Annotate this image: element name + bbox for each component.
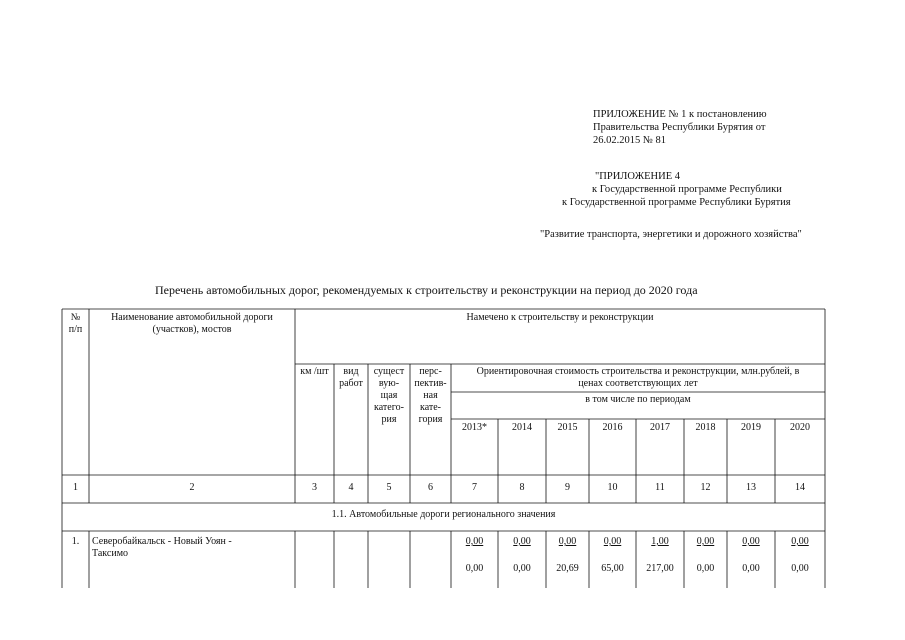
value-cell: 0,00 xyxy=(603,536,622,547)
column-number: 10 xyxy=(607,482,618,493)
header-existing-category: сущест вую- щая катего- рия xyxy=(373,366,405,425)
year-header: 2019 xyxy=(741,422,761,433)
year-header: 2018 xyxy=(695,422,716,433)
column-number: 7 xyxy=(472,482,477,493)
header-num: № п/п xyxy=(68,312,83,335)
value-cell: 0,00 xyxy=(513,536,531,547)
program-name: "Развитие транспорта, энергетики и дорожного хозяйства" xyxy=(540,229,802,240)
appendix1-line: 26.02.2015 № 81 xyxy=(593,135,667,146)
column-number: 11 xyxy=(655,482,665,493)
header-periods: в том числе по периодам xyxy=(585,394,691,405)
appendix4-line: к Государственной программе Республики xyxy=(592,184,782,195)
section-title: 1.1. Автомобильные дороги регионального значения xyxy=(331,509,556,520)
column-number: 1 xyxy=(73,482,78,493)
header-work-type: вид работ xyxy=(339,366,363,389)
column-number: 2 xyxy=(189,482,195,493)
appendix4-line: "ПРИЛОЖЕНИЕ 4 xyxy=(595,171,681,182)
row-number: 1. xyxy=(71,536,80,547)
column-number: 13 xyxy=(746,482,756,493)
value-cell: 0,00 xyxy=(791,536,809,547)
column-number: 3 xyxy=(312,482,317,493)
document-title: Перечень автомобильных дорог, рекомендуемых к строительству и реконструкции на период до 2020 года xyxy=(155,283,698,297)
column-number: 9 xyxy=(565,482,570,493)
value-cell: 0,00 xyxy=(465,563,484,574)
appendix4-line: к Государственной программе Республики Бурятия xyxy=(562,197,791,208)
column-number: 6 xyxy=(428,482,433,493)
appendix1-line: Правительства Республики Бурятия от xyxy=(593,122,766,133)
value-cell: 217,00 xyxy=(646,563,674,574)
year-header: 2013* xyxy=(462,422,487,433)
header-prospective-category: перс- пектив- ная кате- гория xyxy=(414,366,447,425)
year-header: 2017 xyxy=(650,422,670,433)
header-km: км /шт xyxy=(300,366,329,377)
column-number: 14 xyxy=(795,482,805,493)
value-cell: 0,00 xyxy=(696,536,715,547)
column-number: 4 xyxy=(348,482,354,493)
value-cell: 0,00 xyxy=(696,563,715,574)
year-header: 2015 xyxy=(557,422,578,433)
column-number: 5 xyxy=(386,482,392,493)
value-cell: 0,00 xyxy=(791,563,809,574)
road-name: Северобайкальск - Новый Уоян - Таксимо xyxy=(92,536,232,559)
year-header: 2014 xyxy=(512,422,532,433)
header-road-name: Наименование автомобильной дороги (участков), мостов xyxy=(111,312,273,335)
value-cell: 20,69 xyxy=(556,563,579,574)
value-cell: 0,00 xyxy=(742,536,760,547)
column-number: 12 xyxy=(700,482,711,493)
value-cell: 1,00 xyxy=(651,536,669,547)
year-header: 2020 xyxy=(790,422,810,433)
year-header: 2016 xyxy=(602,422,623,433)
value-cell: 0,00 xyxy=(465,536,484,547)
column-number: 8 xyxy=(519,482,525,493)
value-cell: 65,00 xyxy=(601,563,624,574)
appendix1-line: ПРИЛОЖЕНИЕ № 1 к постановлению xyxy=(593,109,767,120)
header-planned: Намечено к строительству и реконструкции xyxy=(466,312,654,323)
value-cell: 0,00 xyxy=(742,563,760,574)
value-cell: 0,00 xyxy=(558,536,577,547)
header-cost: Ориентировочная стоимость строительства и реконструкции, млн.рублей, в ценах соответствующих лет xyxy=(476,366,800,389)
value-cell: 0,00 xyxy=(513,563,531,574)
